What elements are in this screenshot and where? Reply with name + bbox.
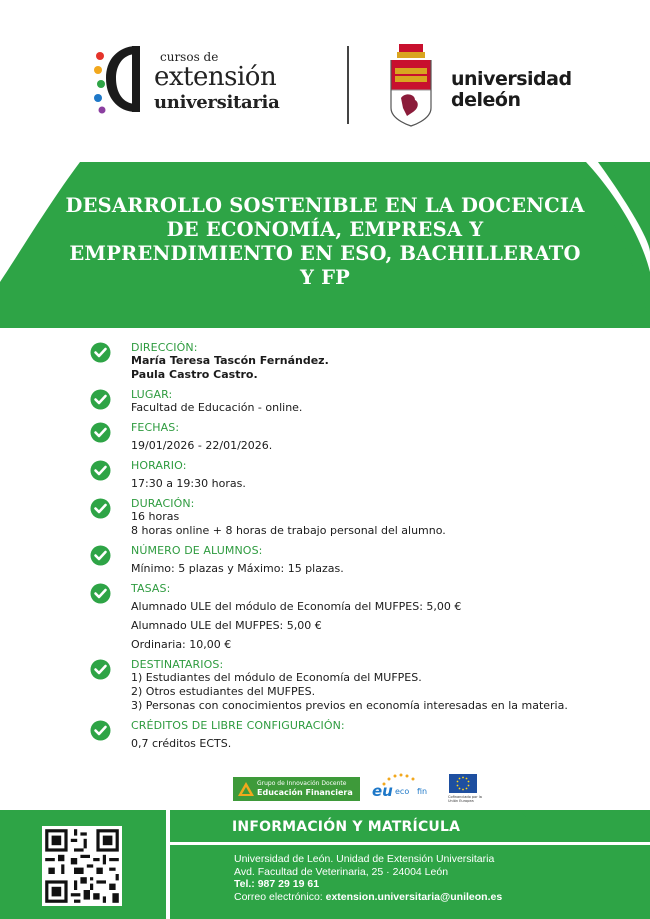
info-item-creditos <box>90 719 610 751</box>
course-info-list <box>90 341 610 757</box>
footer-header-line <box>170 842 650 845</box>
email-link[interactable]: extension.universitaria@unileon.es <box>325 890 503 903</box>
info-item-horario <box>90 459 610 491</box>
ule-logo-line1: universidad <box>451 68 572 90</box>
eu-caption: Cofinanciado por la Unión Europea <box>448 795 482 803</box>
creditos-value: 0,7 créditos ECTS. <box>131 737 232 750</box>
destinatarios-line: 2) Otros estudiantes del MUFPES. <box>131 685 316 698</box>
info-item-alumnos <box>90 544 610 576</box>
fechas-label: FECHAS: <box>131 421 180 434</box>
info-item-direccion <box>90 341 610 382</box>
info-item-tasas <box>90 582 610 652</box>
info-item-duracion <box>90 497 610 538</box>
duracion-line: 16 horas <box>131 510 180 523</box>
direccion-line: María Teresa Tascón Fernández. <box>131 354 329 367</box>
tasas-line: Alumnado ULE del MUFPES: 5,00 € <box>131 619 322 632</box>
tasas-line: Alumnado ULE del módulo de Economía del MUFPES: 5,00 € <box>131 600 462 613</box>
title-band <box>0 162 650 328</box>
header-divider <box>347 46 349 124</box>
triangle-logo-icon <box>237 781 255 797</box>
cursos-extension-logo <box>90 42 320 118</box>
ule-coat-of-arms-icon <box>385 42 437 128</box>
check-icon <box>90 545 111 566</box>
footer <box>0 810 650 919</box>
direccion-line: Paula Castro Castro. <box>131 368 258 381</box>
universidad-leon-logo <box>385 42 575 130</box>
horario-label: HORARIO: <box>131 459 187 472</box>
tasas-line: Ordinaria: 10,00 € <box>131 638 232 651</box>
cursos-logo-line3: universitaria <box>154 92 280 113</box>
duracion-label: DURACIÓN: <box>131 497 195 510</box>
horario-value: 17:30 a 19:30 horas. <box>131 477 246 490</box>
ecofin-eu-text: eu <box>372 782 393 800</box>
destinatarios-line: 3) Personas con conocimientos previos en economía interesadas en la materia. <box>131 699 568 712</box>
destinatarios-line: 1) Estudiantes del módulo de Economía del MUFPES. <box>131 671 422 684</box>
ule-logo-line2: deleón <box>451 89 521 111</box>
fechas-value: 19/01/2026 - 22/01/2026. <box>131 439 273 452</box>
check-icon <box>90 460 111 481</box>
creditos-label: CRÉDITOS DE LIBRE CONFIGURACIÓN: <box>131 719 345 732</box>
email-prefix: Correo electrónico: <box>234 890 326 903</box>
cursos-e-emblem-icon <box>92 42 152 116</box>
duracion-line: 8 horas online + 8 horas de trabajo personal del alumno. <box>131 524 446 537</box>
direccion-label: DIRECCIÓN: <box>131 341 198 354</box>
eu-cofinanced-logo <box>448 774 486 806</box>
info-item-lugar <box>90 388 610 415</box>
check-icon <box>90 720 111 741</box>
footer-address-line2: Avd. Facultad de Veterinaria, 25 · 24004 León <box>234 865 449 878</box>
info-matricula-title: INFORMACIÓN Y MATRÍCULA <box>232 819 461 835</box>
ecofin-eco-text: eco <box>395 787 410 796</box>
check-icon <box>90 583 111 604</box>
gid-line1: Grupo de Innovación Docente <box>257 780 347 787</box>
footer-contact <box>234 853 502 903</box>
qr-code-icon[interactable] <box>42 826 122 906</box>
qr-panel <box>0 810 163 919</box>
ecofin-fin-text: fin <box>417 787 428 796</box>
check-icon <box>90 659 111 680</box>
footer-address-line1: Universidad de León. Unidad de Extensión Universitaria <box>234 853 495 865</box>
check-icon <box>90 342 111 363</box>
alumnos-label: NÚMERO DE ALUMNOS: <box>131 544 263 557</box>
cursos-logo-line2: extensión <box>154 62 277 92</box>
check-icon <box>90 389 111 410</box>
euecofin-logo <box>372 772 436 804</box>
lugar-label: LUGAR: <box>131 388 173 401</box>
destinatarios-label: DESTINATARIOS: <box>131 658 224 671</box>
lugar-value: Facultad de Educación - online. <box>131 401 303 414</box>
course-title: DESARROLLO SOSTENIBLE EN LA DOCENCIA DE ECONOMÍA, EMPRESA Y EMPRENDIMIENTO EN ESO, BACHILLERATO Y FP <box>65 194 585 289</box>
gid-line2: Educación Financiera <box>257 788 353 797</box>
cursos-logo-line1: cursos de <box>160 50 219 64</box>
eu-flag-icon <box>449 774 477 793</box>
gid-educacion-financiera-logo <box>233 777 360 801</box>
footer-email-line <box>234 891 502 904</box>
check-icon <box>90 498 111 519</box>
tasas-label: TASAS: <box>131 582 171 595</box>
info-item-destinatarios <box>90 658 610 713</box>
check-icon <box>90 422 111 443</box>
footer-phone[interactable]: Tel.: 987 29 19 61 <box>234 878 320 890</box>
info-item-fechas <box>90 421 610 453</box>
alumnos-value: Mínimo: 5 plazas y Máximo: 15 plazas. <box>131 562 344 575</box>
